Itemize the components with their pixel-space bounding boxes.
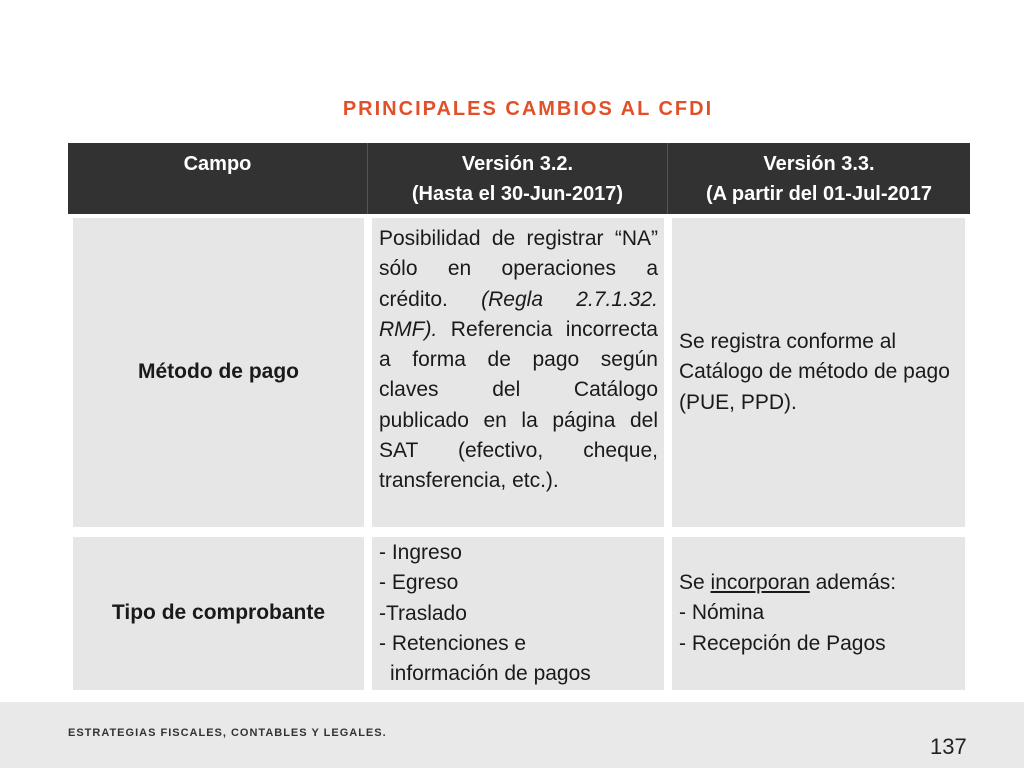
list-item: - Recepción de Pagos xyxy=(679,631,886,655)
header-version-33-line2: (A partir del 01-Jul-2017 xyxy=(705,183,932,205)
row-metodo-pago-v33 xyxy=(672,218,965,527)
list-item: información de pagos xyxy=(390,662,591,686)
header-campo xyxy=(68,143,368,214)
page-number: 137 xyxy=(930,734,967,759)
header-campo-label: Campo xyxy=(183,153,252,175)
row-metodo-pago-v33-text: Se registra conforme al Catálogo de método de pago (PUE, PPD). xyxy=(679,330,950,414)
slide-title: PRINCIPALES CAMBIOS AL CFDI xyxy=(342,98,714,120)
row-metodo-pago-label: Método de pago xyxy=(138,360,299,384)
header-version-32-line1: Versión 3.2. xyxy=(461,153,574,175)
intro-underlined: incorporan xyxy=(710,571,810,595)
row-tipo-comprobante-v33 xyxy=(672,537,965,690)
row-metodo-pago-v32-text-b: Referencia incorrecta a forma de pago según claves del Catálogo publicado en la página del SAT (efectivo, cheque, transferencia, etc.). xyxy=(379,317,658,493)
list-item: - Retenciones e xyxy=(379,631,527,655)
table-header xyxy=(68,143,970,214)
list-item: - Nómina xyxy=(679,601,765,625)
header-version-32-line2: (Hasta el 30-Jun-2017) xyxy=(411,183,624,205)
intro-prefix: Se xyxy=(679,571,711,595)
list-item: - Ingreso xyxy=(379,541,462,564)
footer-text: ESTRATEGIAS FISCALES, CONTABLES Y LEGALES. xyxy=(68,727,387,739)
list-item: -Traslado xyxy=(379,601,467,625)
row-metodo-pago-v32-text-a: Posibilidad de registrar “NA” sólo en operaciones a crédito. xyxy=(379,227,658,311)
intro-suffix: además: xyxy=(809,571,897,595)
header-version-33-line1: Versión 3.3. xyxy=(763,153,875,175)
row-tipo-comprobante-v33-intro xyxy=(679,568,959,598)
header-version-33 xyxy=(668,143,970,214)
row-metodo-pago-v32-rule: (Regla 2.7.1.32. RMF). xyxy=(379,287,659,341)
row-tipo-comprobante-v32 xyxy=(372,537,664,690)
row-metodo-pago-campo xyxy=(73,218,364,527)
row-tipo-comprobante-campo xyxy=(73,537,364,690)
row-tipo-comprobante-label: Tipo de comprobante xyxy=(111,601,326,625)
header-version-32 xyxy=(368,143,668,214)
list-item: - Egreso xyxy=(379,571,459,595)
row-metodo-pago-v32 xyxy=(372,218,664,527)
